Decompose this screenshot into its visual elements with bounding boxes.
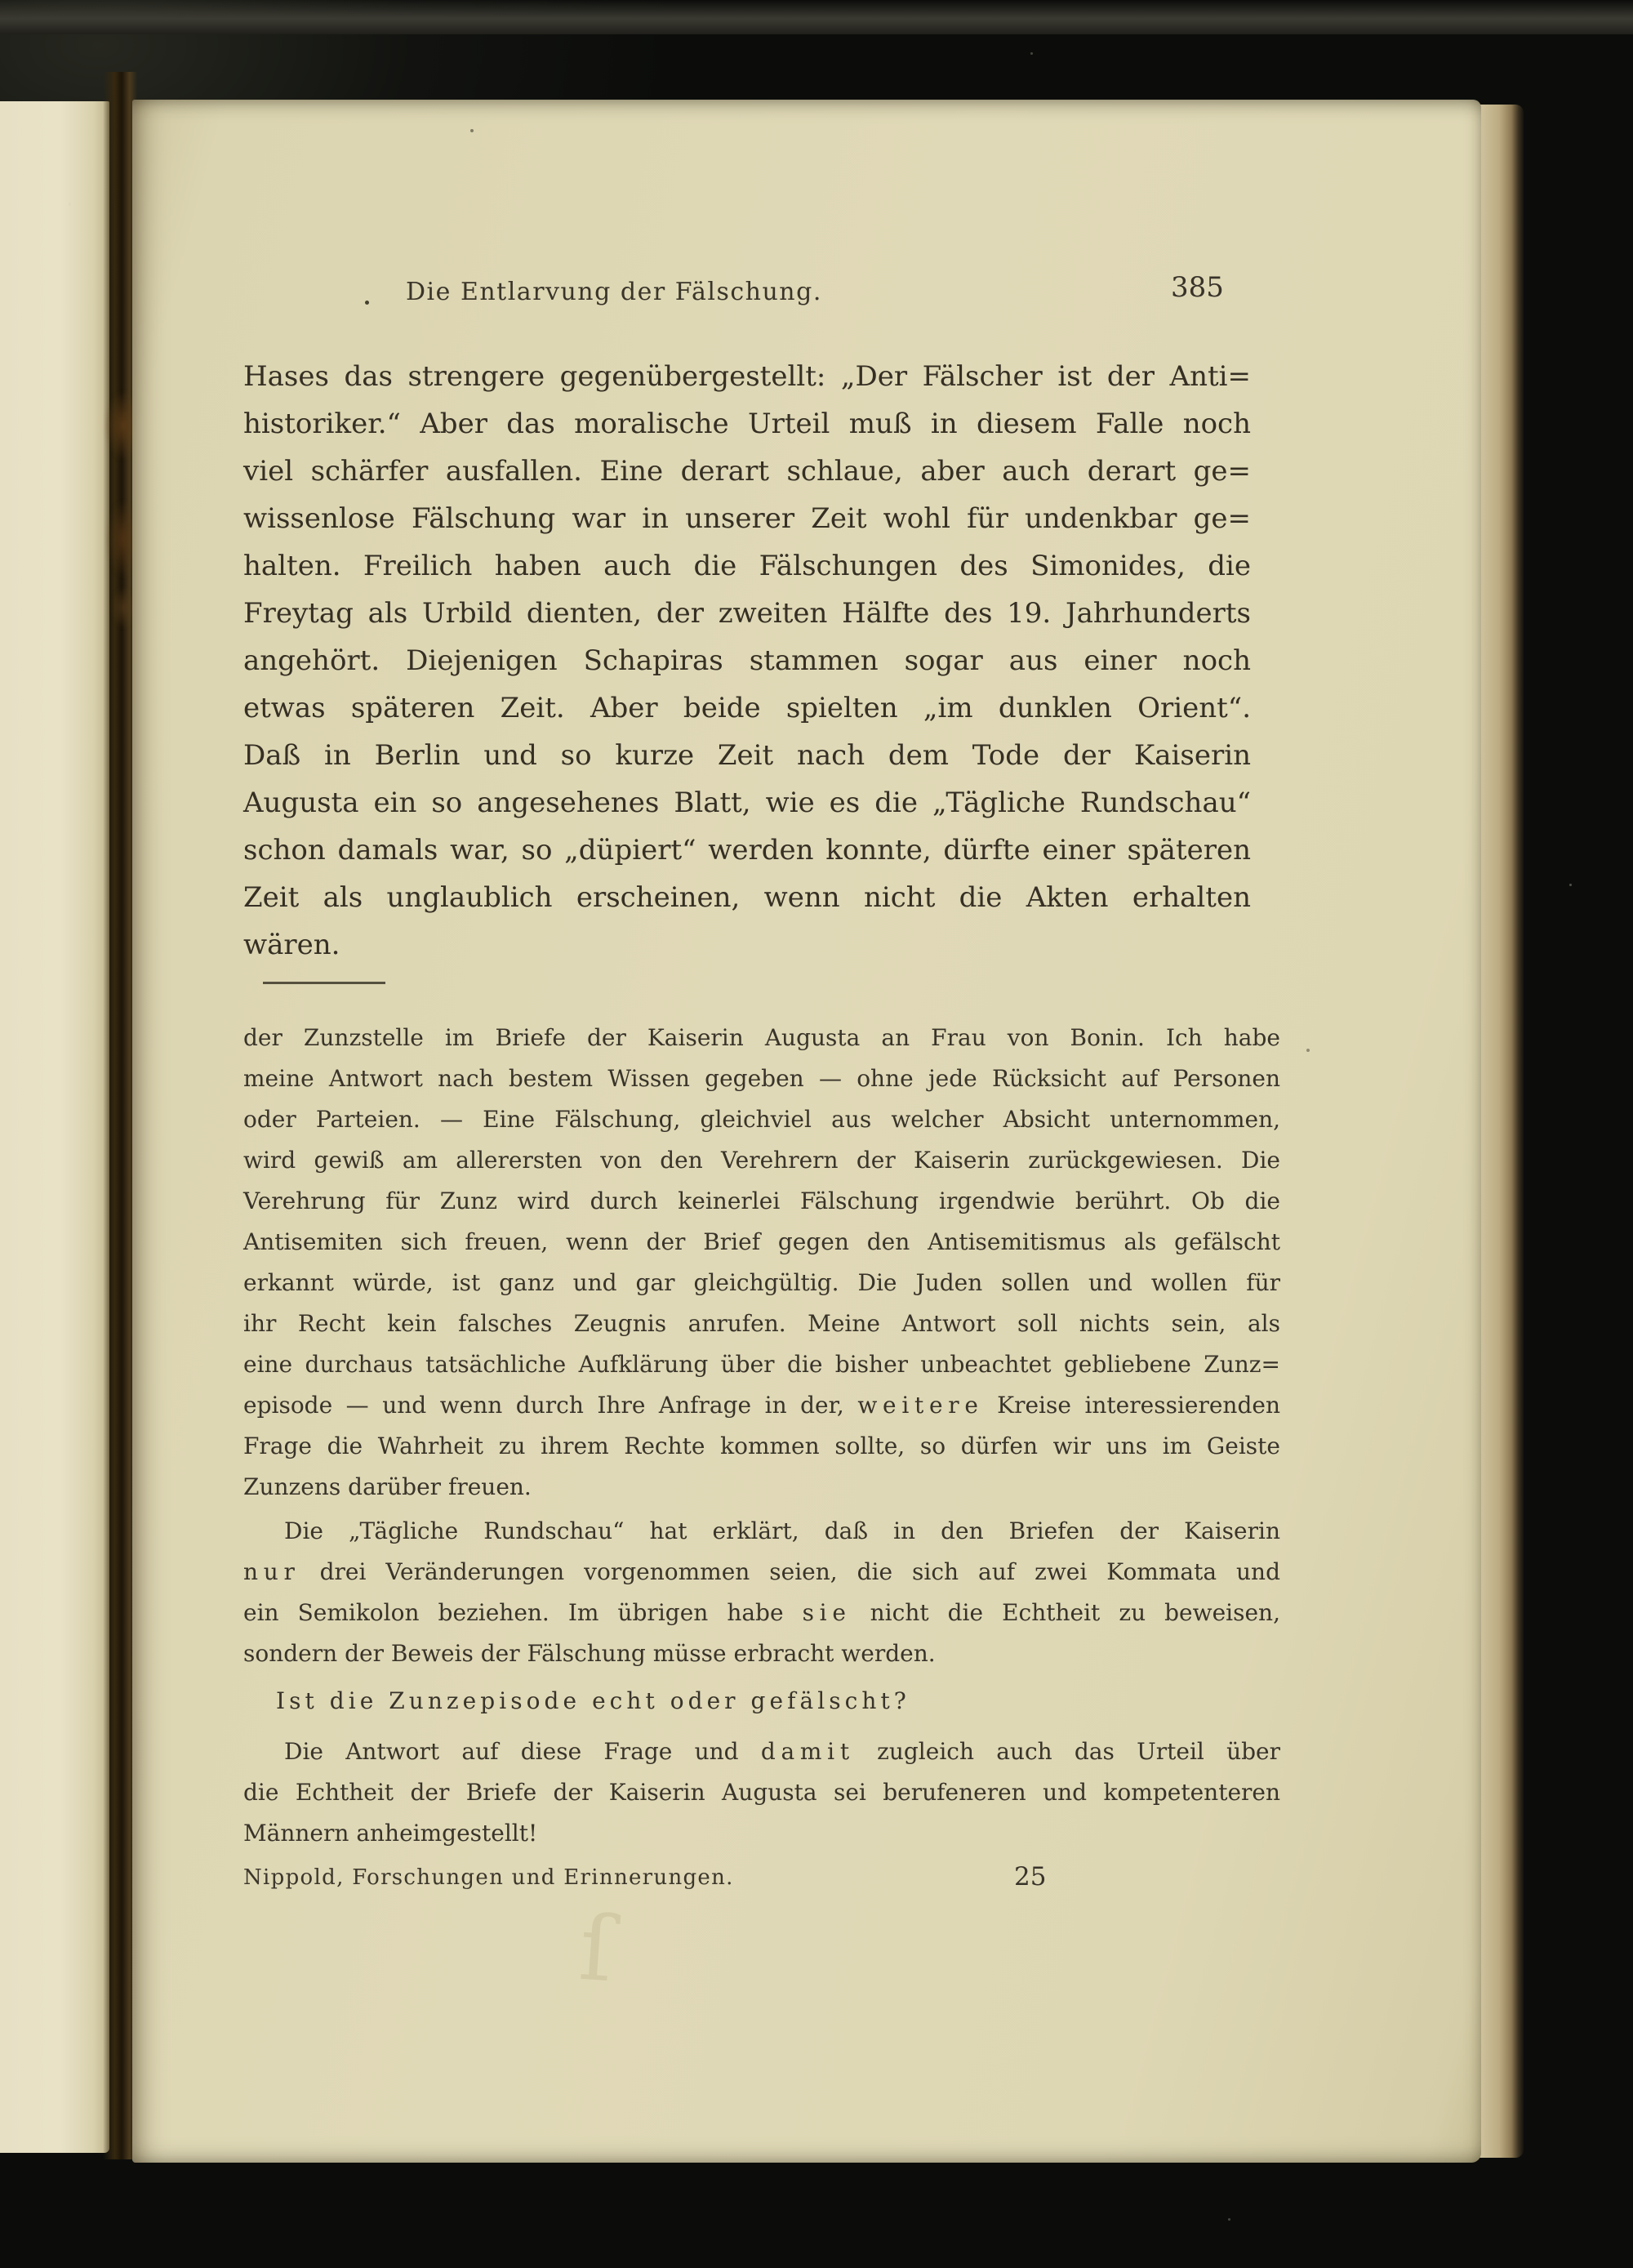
ink-speck bbox=[470, 129, 474, 132]
text-line: Männern anheimgestellt! bbox=[243, 1820, 538, 1847]
book-cover-top-edge bbox=[0, 0, 1633, 34]
footnote-question-line: Ist die Zunzepisode echt oder gefälscht? bbox=[276, 1687, 910, 1714]
dust-speck bbox=[1569, 884, 1572, 886]
text-line: sondern der Beweis der Fälschung müsse erbracht werden. bbox=[243, 1640, 936, 1667]
text-line: historiker.“ Aber das moralische Urteil muß in diesem Falle noch bbox=[243, 408, 1251, 440]
text-line: Die Antwort auf diese Frage und damit zugleich auch das Urteil über bbox=[284, 1738, 1281, 1765]
footnote-paragraph-2 bbox=[243, 1511, 1280, 1674]
text-line: ihr Recht kein falsches Zeugnis anrufen. Meine Antwort soll nichts sein, als bbox=[243, 1310, 1280, 1337]
sheet-number: 25 bbox=[1014, 1862, 1047, 1891]
signature-title: Nippold, Forschungen und Erinnerungen. bbox=[243, 1865, 734, 1890]
text-line: wird gewiß am allerersten von den Verehrern der Kaiserin zurückgewiesen. Die bbox=[243, 1147, 1280, 1174]
fore-edge-pages bbox=[1479, 105, 1524, 2158]
text-line: wären. bbox=[243, 929, 340, 961]
dust-speck bbox=[1228, 2218, 1230, 2221]
text-line: etwas späteren Zeit. Aber beide spielten „im dunklen Orient“. bbox=[243, 692, 1251, 724]
text-line: erkannt würde, ist ganz und gar gleichgültig. Die Juden sollen und wollen für bbox=[243, 1269, 1280, 1296]
running-title: Die Entlarvung der Fälschung. bbox=[406, 278, 822, 306]
text-line: Zeit als unglaublich erscheinen, wenn nicht die Akten erhalten bbox=[243, 881, 1251, 914]
text-line: die Echtheit der Briefe der Kaiserin Augusta sei berufeneren und kompetenteren bbox=[243, 1779, 1280, 1806]
text-line: wissenlose Fälschung war in unserer Zeit wohl für undenkbar ge= bbox=[243, 502, 1251, 535]
text-line: Zunzens darüber freuen. bbox=[243, 1473, 532, 1500]
text-line: nur drei Veränderungen vorgenommen seien, die sich auf zwei Kommata und bbox=[243, 1558, 1280, 1585]
text-line: angehört. Diejenigen Schapiras stammen sogar aus einer noch bbox=[243, 644, 1251, 677]
text-line: Frage die Wahrheit zu ihrem Rechte kommen sollte, so dürfen wir uns im Geiste bbox=[243, 1433, 1280, 1459]
dust-speck bbox=[69, 203, 71, 206]
footnote-separator bbox=[263, 982, 385, 984]
text-line: eine durchaus tatsächliche Aufklärung über die bisher unbeachtet gebliebene Zunz= bbox=[243, 1351, 1280, 1378]
text-line: oder Parteien. — Eine Fälschung, gleichviel aus welcher Absicht unternommen, bbox=[243, 1106, 1280, 1133]
text-line: Augusta ein so angesehenes Blatt, wie es die „Tägliche Rundschau“ bbox=[243, 786, 1251, 819]
footnote-paragraph-1 bbox=[243, 1018, 1280, 1508]
main-text-block bbox=[243, 353, 1251, 969]
dust-speck bbox=[739, 114, 741, 117]
book-page bbox=[132, 100, 1481, 2163]
dust-speck bbox=[1030, 52, 1033, 55]
ink-speck bbox=[365, 301, 369, 305]
text-line: der Zunzstelle im Briefe der Kaiserin Augusta an Frau von Bonin. Ich habe bbox=[243, 1024, 1280, 1051]
text-line: Freytag als Urbild dienten, der zweiten Hälfte des 19. Jahrhunderts bbox=[243, 597, 1251, 630]
text-line: Hases das strengere gegenübergestellt: „Der Fälscher ist der Anti= bbox=[243, 360, 1251, 393]
text-line: Antisemiten sich freuen, wenn der Brief gegen den Antisemitismus als gefälscht bbox=[243, 1228, 1280, 1255]
text-line: ein Semikolon beziehen. Im übrigen habe sie nicht die Echtheit zu beweisen, bbox=[243, 1599, 1280, 1626]
text-line: Verehrung für Zunz wird durch keinerlei Fälschung irgendwie berührt. Ob die bbox=[243, 1187, 1280, 1214]
text-line: schon damals war, so „düpiert“ werden konnte, dürfte einer späteren bbox=[243, 834, 1251, 867]
text-line: meine Antwort nach bestem Wissen gegeben — ohne jede Rücksicht auf Personen bbox=[243, 1065, 1280, 1092]
text-line: Die „Tägliche Rundschau“ hat erklärt, daß in den Briefen der Kaiserin bbox=[284, 1517, 1280, 1544]
show-through-mark: ſ bbox=[576, 1895, 617, 2003]
footnote-paragraph-3 bbox=[243, 1731, 1280, 1854]
text-line: episode — und wenn durch Ihre Anfrage in der, weitere Kreise interessierenden bbox=[243, 1392, 1280, 1419]
text-line: Daß in Berlin und so kurze Zeit nach dem Tode der Kaiserin bbox=[243, 739, 1251, 772]
ink-speck bbox=[1306, 1049, 1310, 1052]
text-line: halten. Freilich haben auch die Fälschungen des Simonides, die bbox=[243, 550, 1251, 582]
previous-page-edge bbox=[0, 101, 109, 2153]
page-number: 385 bbox=[1171, 271, 1224, 304]
text-line: viel schärfer ausfallen. Eine derart schlaue, aber auch derart ge= bbox=[243, 455, 1251, 488]
footer-row bbox=[243, 1862, 1280, 1898]
